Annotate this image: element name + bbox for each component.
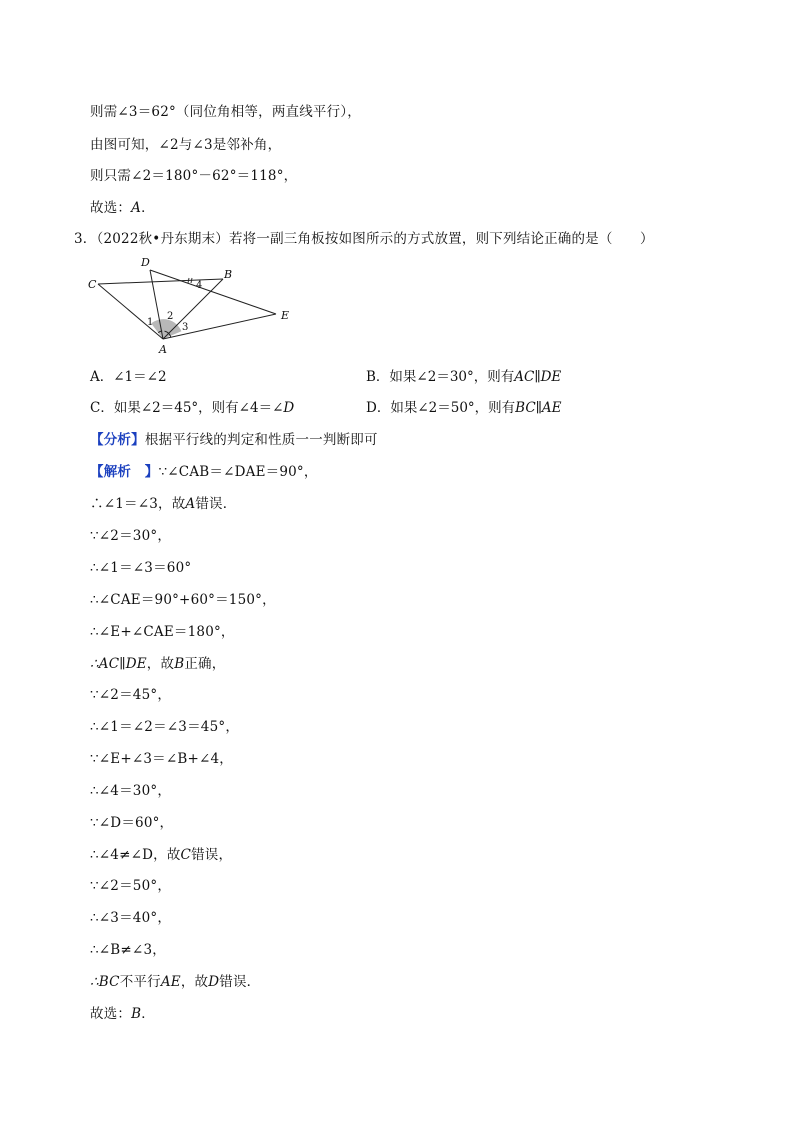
solution-line-17 — [90, 973, 260, 991]
solution-line-15: ∴∠3＝40°， — [90, 910, 172, 926]
label-a: A — [159, 343, 167, 356]
option-d-tag: D． — [366, 400, 391, 416]
label-b: B — [224, 268, 233, 281]
solution-line-12: ∵∠D＝60°， — [90, 815, 174, 831]
solution-text-17f: 错误． — [219, 974, 261, 990]
solution-text-7a: ∴AC∥DE — [90, 656, 147, 672]
solution-text-1: ∵∠CAB＝∠DAE＝90°， — [158, 464, 318, 480]
option-a-tag: A． — [90, 369, 114, 385]
label-angle-4: 4 — [196, 280, 203, 291]
solution-line-7 — [90, 655, 225, 673]
solution-text-7b: ，故 — [146, 656, 175, 672]
solution-answer-end: ． — [141, 1006, 155, 1022]
solution-answer-letter: B — [131, 1006, 142, 1022]
solution-text-17a: ∴BC — [90, 974, 120, 990]
solution-line-3: ∵∠2＝30°， — [90, 528, 172, 544]
solution-text-7d: 正确， — [184, 656, 226, 672]
solution-text-2c: 错误． — [195, 496, 237, 512]
option-b-text: 如果∠2＝30°，则有 — [389, 369, 515, 385]
solution-text-17e: D — [208, 974, 220, 990]
solution-text-17c: AE — [160, 974, 181, 990]
solution-line-6: ∴∠E+∠CAE＝180°， — [90, 624, 235, 640]
solution-line-1 — [90, 463, 318, 481]
line-ca — [98, 284, 163, 339]
question-number: 3． — [74, 231, 97, 247]
option-b-tag: B． — [366, 369, 390, 385]
solution-text-7c: B — [174, 656, 185, 672]
solution-line-9: ∴∠1＝∠2＝∠3＝45°， — [90, 719, 240, 735]
line-cb — [98, 279, 223, 284]
label-d: D — [141, 256, 150, 269]
line-ae — [163, 314, 276, 339]
option-c-relation: D — [283, 400, 295, 416]
question-source: （2022秋•丹东期末） — [96, 231, 229, 247]
label-e: E — [281, 309, 290, 322]
label-angle-2: 2 — [167, 311, 174, 322]
option-b[interactable] — [366, 368, 561, 386]
option-d[interactable] — [366, 399, 562, 417]
solution-text-13c: C — [180, 847, 192, 863]
solution-line-4: ∴∠1＝∠3＝60° — [90, 560, 192, 576]
solution-line-14: ∵∠2＝50°， — [90, 878, 172, 894]
solution-line-13 — [90, 846, 232, 864]
solution-answer-label: 故选： — [90, 1006, 132, 1022]
prev-line-1: 则需∠3＝62°（同位角相等，两直线平行）， — [90, 104, 361, 120]
option-d-text: 如果∠2＝50°，则有 — [390, 400, 516, 416]
prev-answer — [90, 199, 155, 217]
option-a-text: ∠1＝∠2 — [113, 369, 167, 385]
solution-text-13b: ，故 — [153, 847, 181, 863]
prev-answer-letter: A — [131, 200, 142, 216]
solution-text-2b: A — [185, 496, 196, 512]
solution-text-13d: 错误， — [191, 847, 233, 863]
solution-line-16: ∴∠B≠∠3， — [90, 942, 166, 958]
prev-line-2: 由图可知，∠2与∠3是邻补角， — [90, 137, 282, 153]
analysis-line — [90, 431, 378, 449]
option-c[interactable] — [90, 399, 294, 417]
question-3 — [74, 230, 654, 248]
solution-line-5: ∴∠CAE＝90°+60°＝150°， — [90, 592, 276, 608]
solution-tag: 【解析 】 — [90, 464, 159, 480]
triangle-figure — [88, 252, 298, 362]
solution-answer — [90, 1005, 155, 1023]
line-de — [150, 270, 276, 314]
prev-line-3: 则只需∠2＝180°－62°＝118°， — [90, 168, 298, 184]
option-a[interactable] — [90, 368, 167, 386]
analysis-tag: 【分析】 — [90, 432, 145, 448]
solution-text-13a: ∴∠4≠∠D — [90, 847, 154, 863]
option-b-relation: AC∥DE — [514, 369, 562, 385]
label-angle-3: 3 — [182, 322, 189, 333]
label-c: C — [88, 278, 97, 291]
analysis-text: 根据平行线的判定和性质一一判断即可 — [144, 432, 378, 448]
solution-text-17b: 不平行 — [119, 974, 161, 990]
solution-line-8: ∵∠2＝45°， — [90, 687, 172, 703]
solution-text-17d: ，故 — [180, 974, 209, 990]
solution-line-10: ∵∠E+∠3＝∠B+∠4， — [90, 751, 234, 767]
line-ab — [163, 279, 223, 339]
label-angle-1: 1 — [147, 317, 154, 328]
option-c-tag: C． — [90, 400, 114, 416]
question-text: 若将一副三角板按如图所示的方式放置，则下列结论正确的是（ ） — [228, 231, 654, 247]
prev-answer-label: 故选： — [90, 200, 132, 216]
solution-line-11: ∴∠4＝30°， — [90, 783, 172, 799]
solution-line-2 — [90, 495, 236, 513]
option-c-text: 如果∠2＝45°，则有∠4＝∠ — [113, 400, 284, 416]
prev-answer-end: ． — [141, 200, 155, 216]
solution-text-2a: ∴∠1＝∠3，故 — [90, 496, 186, 512]
option-d-relation: BC∥AE — [515, 400, 562, 416]
